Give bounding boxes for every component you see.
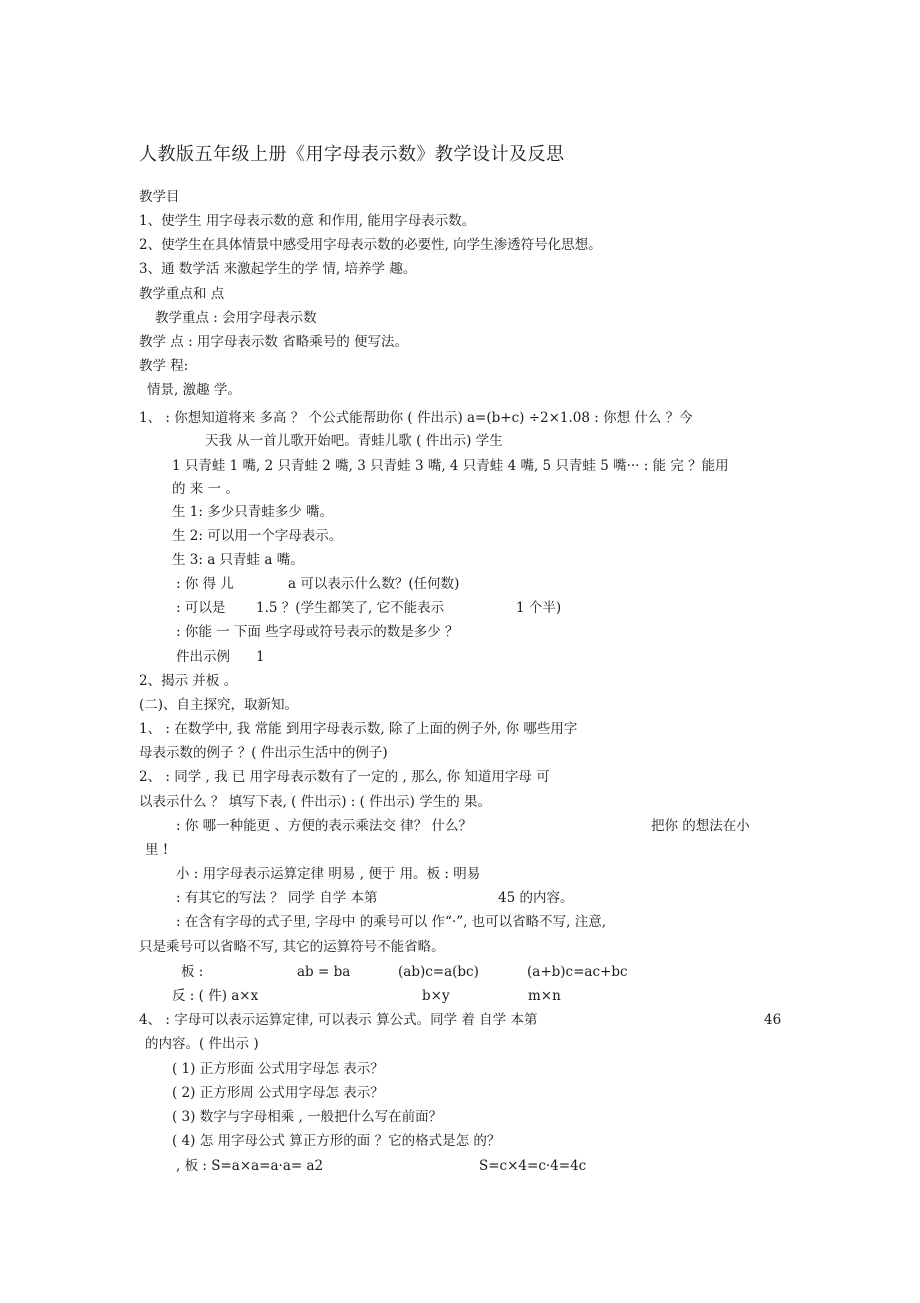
question-symbols: : 你能 一 下面 些字母或符号表示的数是多少 ？ xyxy=(176,624,459,640)
explore-2-line-2: 以表示什么 ？ 填写下表, ( 件出示) : ( 件出示) 学生的 果。 xyxy=(139,794,492,810)
other-right: 45 的内容。 xyxy=(498,890,574,906)
question-number-letter: ( 3) 数字与字母相乘 , 一般把什么写在前面？ xyxy=(172,1109,443,1125)
objective-3: 3、通 数学活 来激起学生的学 情, 培养学 趣。 xyxy=(139,261,417,277)
section-intro: 情景, 激趣 学。 xyxy=(147,382,241,398)
step-2-reveal: 2、揭示 并板 。 xyxy=(139,673,238,689)
other-left: : 有其它的写法 ？ 同学 自学 本第 xyxy=(176,890,378,906)
question-area-formula: ( 1) 正方形面 公式用字母怎 表示？ xyxy=(172,1061,384,1077)
step-1-line-1: 1、 : 你想知道将来 多高 ？ 个公式能帮助你 ( 件出示) a=(b+c) ÷2×1.08 : 你想 什么 ？今 xyxy=(139,410,693,426)
frog-song-line-2: 的 来 一 。 xyxy=(172,481,239,497)
think-right: 把你 的想法在小 xyxy=(651,818,750,834)
frog-song-line-1: 1 只青蛙 1 嘴, 2 只青蛙 2 嘴, 3 只青蛙 3 嘴, 4 只青蛙 4 嘴, 5 只青蛙 5 嘴··· : 能 完 ？能用 xyxy=(172,458,729,474)
step-4-content: 的内容。( 件出示 ) xyxy=(145,1036,259,1052)
objectives-heading: 教学目 xyxy=(139,189,180,205)
answer-mid: 1.5 ？(学生都笑了, 它不能表示 xyxy=(256,600,445,616)
student-2-answer: 生 2: 可以用一个字母表示。 xyxy=(172,528,343,544)
commutative-formula: ab = ba xyxy=(297,964,351,980)
answer-left: : 可以是 xyxy=(176,600,226,616)
omit-multiply-line: : 在含有字母的式子里, 字母中 的乘号可以 作“·”, 也可以省略不写, 注意, xyxy=(176,914,607,930)
answer-right: 1 个半) xyxy=(516,600,562,616)
question-a-left: : 你 得 儿 xyxy=(176,576,234,592)
example-left: 件出示例 xyxy=(176,649,230,665)
feedback-formula-3: m×n xyxy=(528,988,561,1004)
document-title: 人教版五年级上册《用字母表示数》教学设计及反思 xyxy=(139,144,565,165)
area-formula-left: , 板 : S=a×a=a·a= a2 xyxy=(176,1158,324,1174)
key-point: 教学重点 : 会用字母表示数 xyxy=(155,310,317,326)
example-right: 1 xyxy=(256,649,265,665)
omit-note-line: 只是乘号可以省略不写, 其它的运算符号不能省略。 xyxy=(139,939,445,955)
process-heading: 教学 程: xyxy=(139,358,189,374)
objective-1: 1、使学生 用字母表示数的意 和作用, 能用字母表示数。 xyxy=(139,213,476,229)
distributive-formula: (a+b)c=ac+bc xyxy=(527,964,628,980)
objective-2: 2、使学生在具体情景中感受用字母表示数的必要性, 向学生渗透符号化思想。 xyxy=(139,237,602,253)
step-4-left: 4、 : 字母可以表示运算定律, 可以表示 算公式。同学 着 自学 本第 xyxy=(139,1012,538,1028)
board-label: 板 : xyxy=(181,964,204,980)
difficult-point: 教学 点 : 用字母表示数 省略乘号的 便写法。 xyxy=(139,334,409,350)
area-formula-right: S=c×4=c·4=4c xyxy=(479,1158,587,1174)
explore-1-line-1: 1、 : 在数学中, 我 常能 到用字母表示数, 除了上面的例子外, 你 哪些用字 xyxy=(139,721,578,737)
feedback-formula-2: b×y xyxy=(422,988,450,1004)
summary-line: 小 : 用字母表示运算定律 明易 , 便于 用。板 : 明易 xyxy=(176,866,481,882)
question-a-right: a 可以表示什么数？(任何数) xyxy=(288,576,460,592)
step-1-line-2: 天我 从一首儿歌开始吧。青蛙儿歌 ( 件出示) 学生 xyxy=(205,433,503,449)
step-4-right: 46 xyxy=(764,1012,782,1028)
group-line: 里 ! xyxy=(145,842,169,858)
feedback-label: 反 : ( 件) a×x xyxy=(172,988,259,1004)
think-left: : 你 哪一种能更 、方便的表示乘法交 律？ 什么？ xyxy=(176,818,473,834)
section-two-heading: (二)、自主探究，取新知。 xyxy=(139,697,299,713)
associative-formula: (ab)c=a(bc) xyxy=(398,964,479,980)
explore-2-line-1: 2、 : 同学 , 我 已 用字母表示数有了一定的 , 那么, 你 知道用字母 可 xyxy=(139,769,550,785)
question-perimeter-formula: ( 2) 正方形周 公式用字母怎 表示？ xyxy=(172,1085,384,1101)
key-points-heading: 教学重点和 点 xyxy=(139,286,225,302)
student-1-answer: 生 1: 多少只青蛙多少 嘴。 xyxy=(172,504,334,520)
student-3-answer: 生 3: a 只青蛙 a 嘴。 xyxy=(172,552,304,568)
question-compute-area: ( 4) 怎 用字母公式 算正方形的面 ？它的格式是怎 的？ xyxy=(172,1133,501,1149)
explore-1-line-2: 母表示数的例子 ？( 件出示生活中的例子) xyxy=(139,745,388,761)
